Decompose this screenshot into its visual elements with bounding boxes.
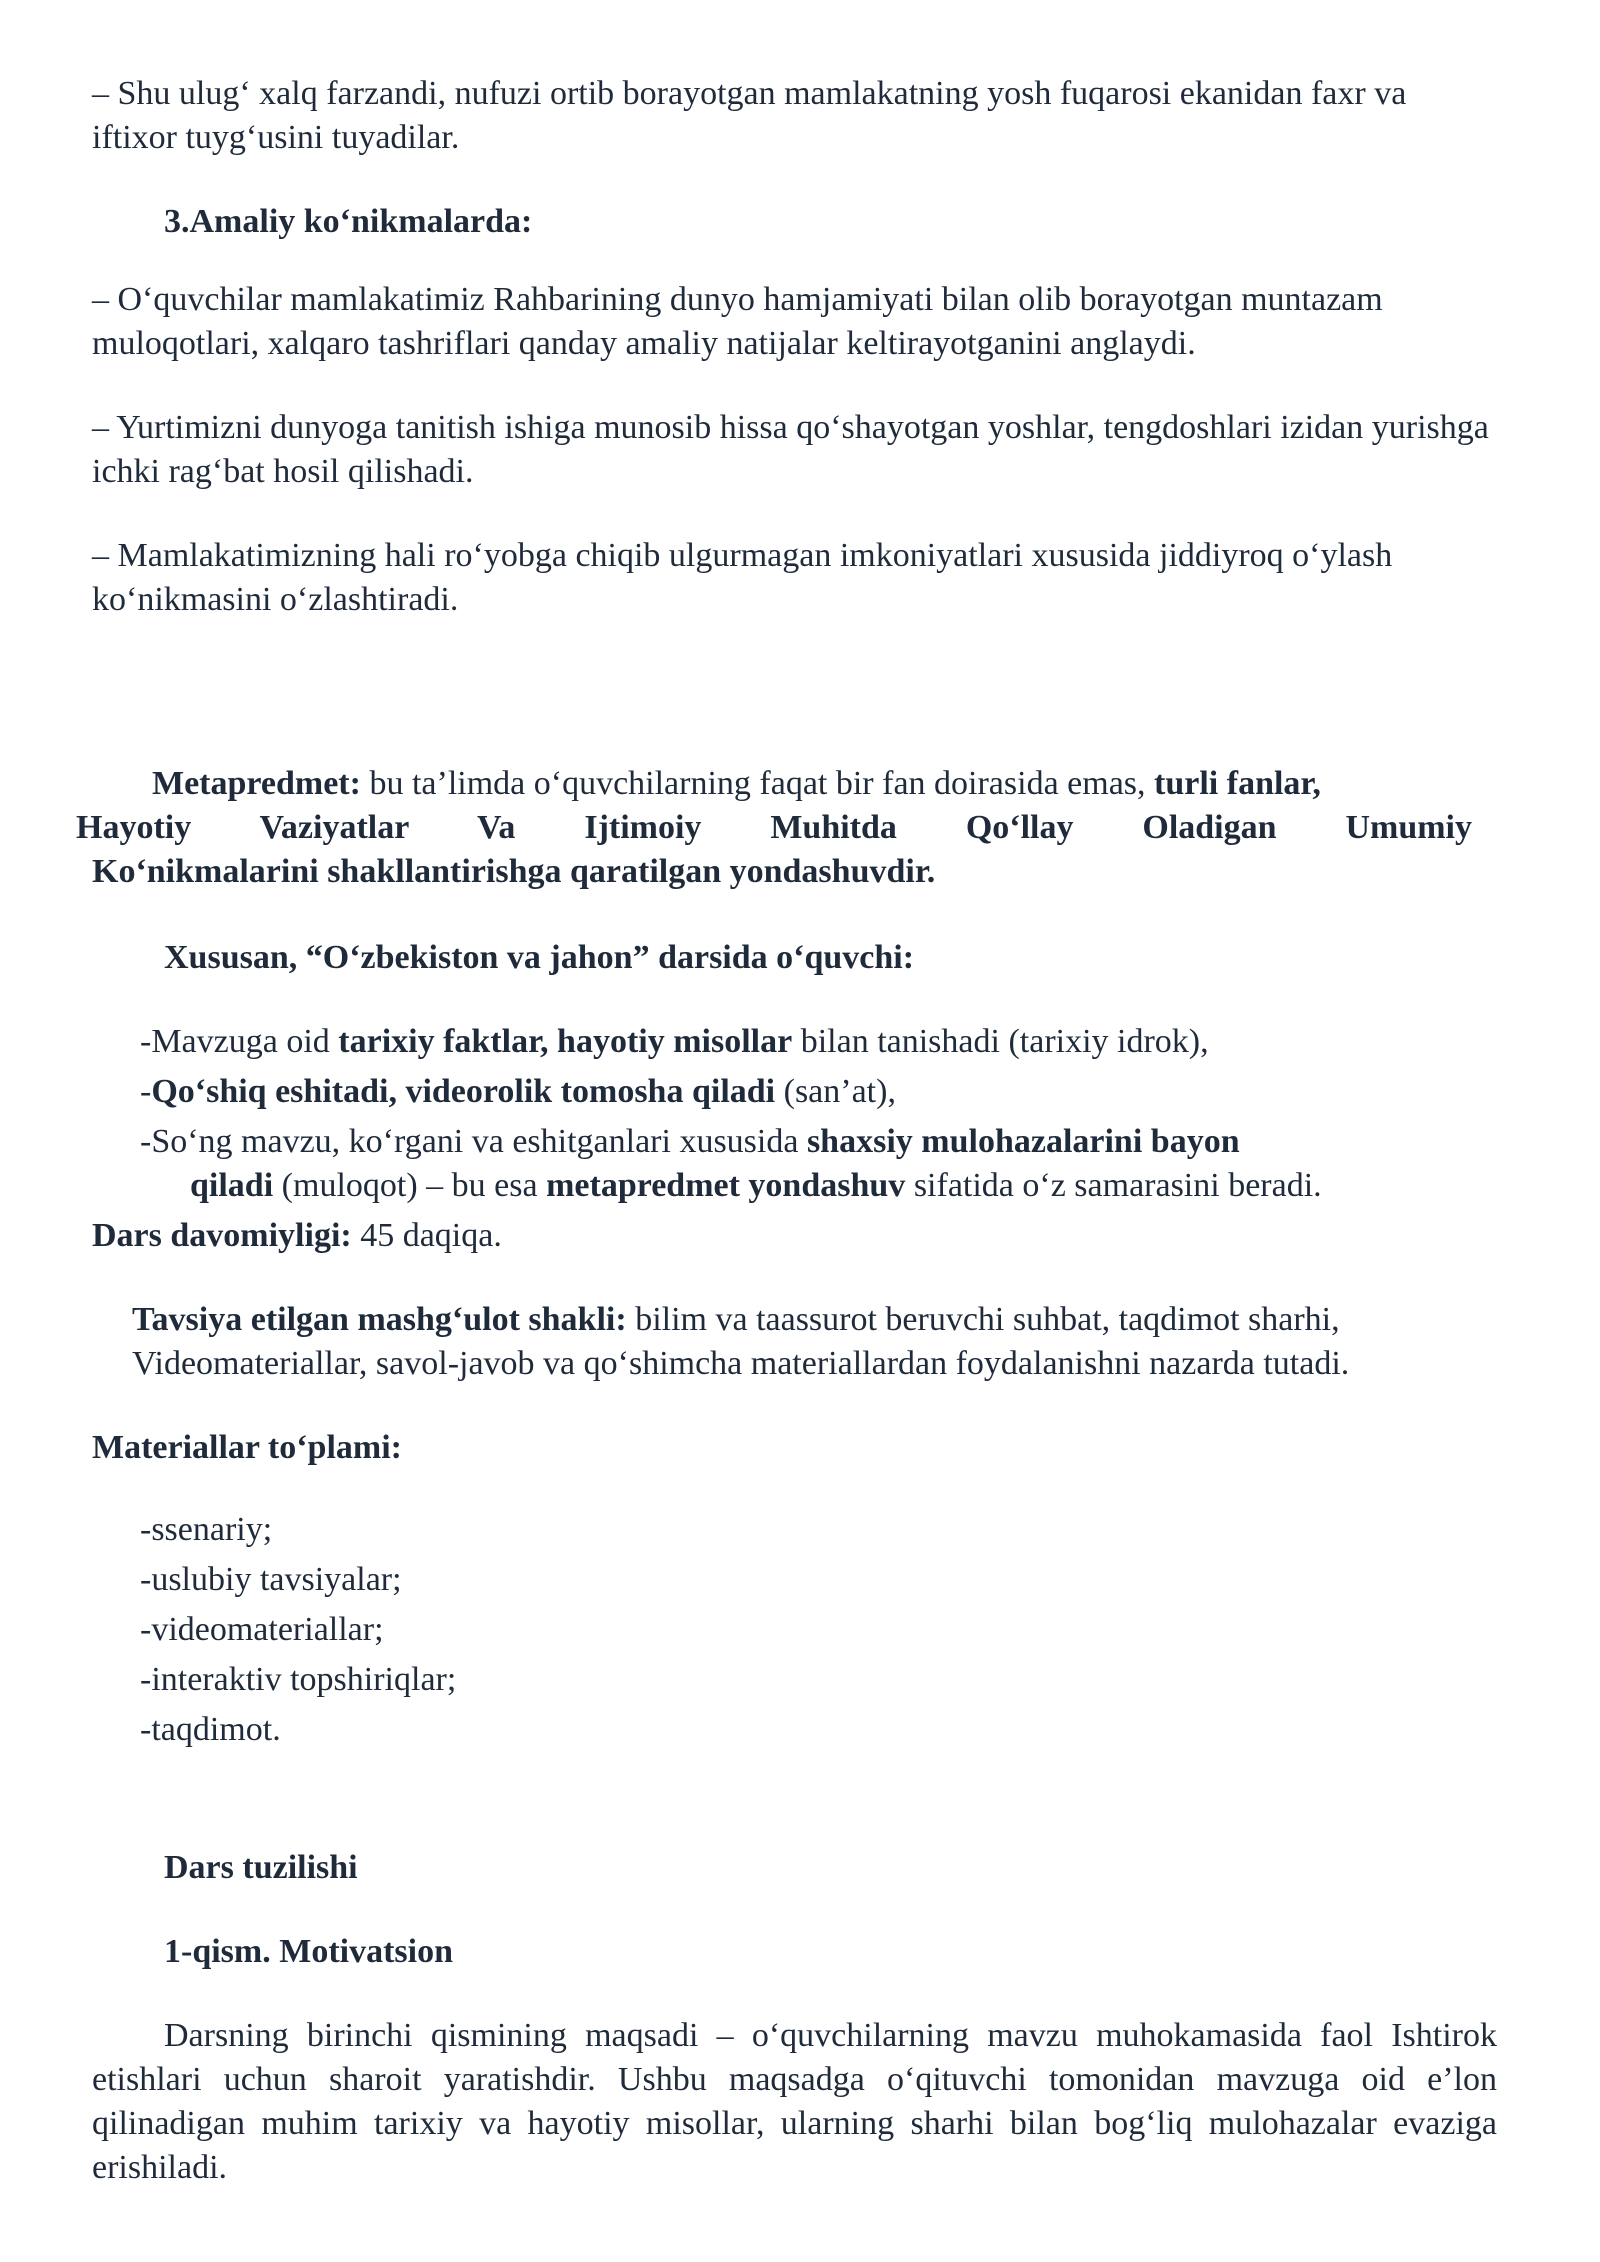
metapredmet-line-2: Hayotiy Vaziyatlar Va Ijtimoiy Muhitda Qo‘llay Oladigan Umumiy [76, 809, 1472, 846]
list-item: -taqdimot. [140, 1711, 281, 1748]
metapredmet-line-3: Ko‘nikmalarini shakllantirishga qaratilgan yondashuvdir. [92, 853, 936, 890]
dars-tuzilishi-heading: Dars tuzilishi [164, 1849, 358, 1886]
materiallar-heading: Materiallar to‘plami: [92, 1429, 403, 1466]
metapredmet-paragraph [76, 762, 1502, 894]
list-item-continuation: qiladi (muloqot) – bu esa metapredmet yondashuv sifatida o‘z samarasini beradi. [190, 1167, 1322, 1204]
tavsiya-paragraph: Tavsiya etilgan mashg‘ulot shakli: bilim va taassurot beruvchi suhbat, taqdimot sharhi, Videomateriallar, savol-javob va qo‘shimcha materiallardan foydalanishni nazarda tutadi. [132, 1301, 1350, 1382]
part1-heading: 1-qism. Motivatsion [164, 1933, 453, 1970]
list-item: -Mavzuga oid tarixiy faktlar, hayotiy misollar bilan tanishadi (tarixiy idrok), [140, 1023, 1209, 1060]
xususan-list [92, 1020, 1502, 1208]
metapredmet-bold: turli fanlar, [1154, 765, 1321, 802]
list-item: -uslubiy tavsiyalar; [140, 1561, 402, 1598]
section3-bullet-1: – O‘quvchilar mamlakatimiz Rahbarining dunyo hamjamiyati bilan olib borayotgan muntazam muloqotlari, xalqaro tashriflari qanday amaliy natijalar keltirayotganini anglaydi. [92, 281, 1383, 362]
list-item: -Qo‘shiq eshitadi, videorolik tomosha qiladi (san’at), [140, 1073, 896, 1110]
list-item: -So‘ng mavzu, ko‘rgani va eshitganlari xususida shaxsiy mulohazalarini bayon [140, 1123, 1240, 1160]
bullet-faxr: – Shu ulug‘ xalq farzandi, nufuzi ortib borayotgan mamlakatning yosh fuqarosi ekanidan faxr va iftixor tuyg‘usini tuyadilar. [92, 75, 1407, 156]
materiallar-list [92, 1508, 1502, 1752]
section3-heading: 3.Amaliy ko‘nikmalarda: [164, 203, 533, 240]
document-page [76, 72, 1502, 2190]
xususan-heading: Xususan, “O‘zbekiston va jahon” darsida o‘quvchi: [164, 939, 915, 976]
dars-davomiyligi: Dars davomiyligi: 45 daqiqa. [92, 1217, 502, 1254]
list-item: -interaktiv topshiriqlar; [140, 1661, 457, 1698]
metapredmet-label: Metapredmet: [152, 765, 361, 802]
metapredmet-text: bu ta’limda o‘quvchilarning faqat bir fan doirasida emas, [360, 765, 1155, 802]
list-item: -videomateriallar; [140, 1611, 384, 1648]
section3-bullet-3: – Mamlakatimizning hali ro‘yobga chiqib ulgurmagan imkoniyatlari xususida jiddiyroq o‘ylash ko‘nikmasini o‘zlashtiradi. [92, 537, 1393, 618]
section3-bullet-2: – Yurtimizni dunyoga tanitish ishiga munosib hissa qo‘shayotgan yoshlar, tengdoshlari izidan yurishga ichki rag‘bat hosil qilishadi. [92, 409, 1489, 490]
list-item: -ssenariy; [140, 1511, 273, 1548]
motivatsion-paragraph: Darsning birinchi qismining maqsadi – o‘quvchilarning mavzu muhokamasida faol Ishtirok etishlari uchun sharoit yaratishdir. Ushbu maqsadga o‘qituvchi tomonidan mavzuga oid e’lon qilinadigan muhim tarixiy va hayotiy misollar, ularning sharhi bilan bog‘liq mulohazalar evaziga erishiladi. [92, 2017, 1497, 2186]
